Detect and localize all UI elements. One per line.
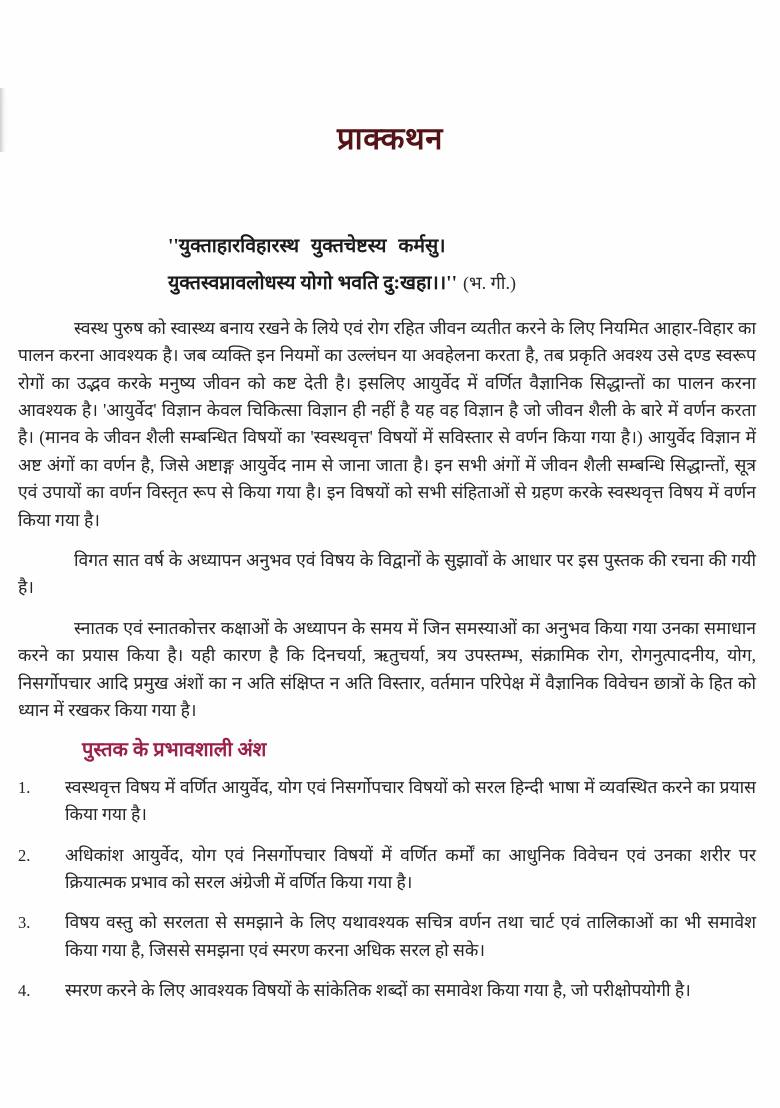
verse-attribution: (भ. गी.): [463, 272, 516, 293]
list-item-text: स्वस्थवृत्त विषय में वर्णित आयुर्वेद, योग एवं निसर्गोपचार विषयों को सरल हिन्दी भाषा में व्यवस्थित करने का प्रयास किया गया है।: [65, 776, 756, 825]
verse-line-2: [168, 265, 780, 302]
preface-content: [18, 315, 756, 1005]
list-item-number: 2.: [18, 845, 31, 865]
highlights-list: [18, 774, 756, 1005]
verse-block: [168, 229, 780, 302]
verse-line-1: ''युक्ताहारविहारस्थ युक्तचेष्टस्य कर्मसु।: [168, 235, 446, 257]
page-title: प्राक्कथन: [337, 120, 443, 156]
scan-artifact: [0, 88, 8, 152]
list-item-number: 1.: [18, 777, 31, 797]
list-item-number: 3.: [18, 913, 31, 933]
list-item-text: अधिकांश आयुर्वेद, योग एवं निसर्गोपचार विषयों में वर्णित कर्मों का आधुनिक विवेचन एवं उनका शरीर पर क्रियात्मक प्रभाव को सरल अंग्रेजी में वर्णित किया गया है।: [65, 844, 756, 893]
verse-line-2-text: युक्तस्वप्नावलोधस्य योगो भवति दु:खहा।।'': [168, 272, 458, 294]
list-item: [18, 977, 756, 1004]
list-item: [18, 909, 756, 964]
list-item-text: विषय वस्तु को सरलता से समझाने के लिए यथावश्यक सचित्र वर्णन तथा चार्ट एवं तालिकाओं का भी समावेश किया गया है, जिससे समझना एवं स्मरण करना अधिक सरल हो सके।: [65, 912, 756, 960]
list-item-number: 4.: [18, 981, 31, 1001]
section-heading: पुस्तक के प्रभावशाली अंश: [82, 739, 267, 762]
paragraph-2: विगत सात वर्ष के अध्यापन अनुभव एवं विषय के विद्वानों के सुझावों के आधार पर इस पुस्तक की रचना की गयी है।: [18, 550, 756, 598]
paragraph-1: स्वस्थ पुरुष को स्वास्थ्य बनाय रखने के लिये एवं रोग रहित जीवन व्यतीत करने के लिए नियमित आहार-विहार का पालन करना आवश्यक है। जब व्यक्ति इन नियमों का उल्लंघन या अवहेलना करता है, तब प्रकृति अवश्य उसे दण्ड स्वरूप रोगों का उद्भव करके मनुष्य जीवन को कष्ट देती है। इसलिए आयुर्वेद में वर्णित वैज्ञानिक सिद्धान्तों का पालन करना आवश्यक है। 'आयुर्वेद' विज्ञान केवल चिकित्सा विज्ञान ही नहीं है यह वह विज्ञान है जो जीवन शैली के बारे में वर्णन करता है। (मानव के जीवन शैली सम्बन्धित विषयों का 'स्वस्थवृत्त' विषयों में सविस्तार से वर्णन किया गया है।) आयुर्वेद विज्ञान में अष्ट अंगों का वर्णन है, जिसे अष्टाङ्ग आयुर्वेद नाम से जाना जाता है। इन सभी अंगों में जीवन शैली सम्बन्धि सिद्धान्तों, सूत्र एवं उपायों का वर्णन विस्तृत रूप से किया गया है। इन विषयों को सभी संहिताओं से ग्रहण करके स्वस्थवृत्त विषय में वर्णन किया गया है।: [18, 317, 756, 530]
paragraph-3: स्नातक एवं स्नातकोत्तर कक्षाओं के अध्यापन के समय में जिन समस्याओं का अनुभव किया गया उनका समाधान करने का प्रयास किया है। यही कारण है कि दिनचर्या, ऋतुचर्या, त्रय उपस्तम्भ, संक्रामिक रोग, रोगनुत्पादनीय, योग, निसर्गोपचार आदि प्रमुख अंशों का न अति संक्षिप्त न अति विस्तार, वर्तमान परिपेक्ष में वैज्ञानिक विवेचन छात्रों के हित को ध्यान में रखकर किया गया है।: [18, 617, 756, 721]
list-item: [18, 774, 756, 829]
list-item-text: स्मरण करने के लिए आवश्यक विषयों के सांकेतिक शब्दों का समावेश किया गया है, जो परीक्षोपयोगी है।: [65, 980, 691, 1001]
list-item: [18, 842, 756, 897]
